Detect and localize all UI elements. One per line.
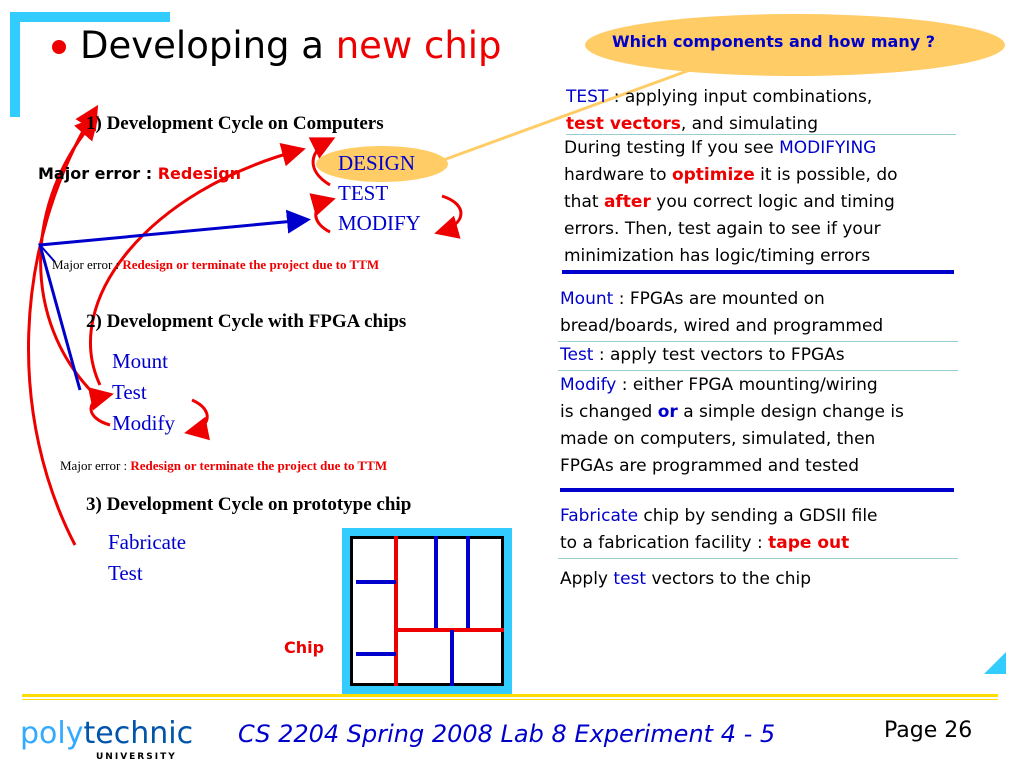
term-or: or	[657, 402, 678, 422]
term-modifying: MODIFYING	[779, 138, 877, 158]
callout-text: Which components and how many ?	[612, 32, 936, 51]
title-highlight: new chip	[335, 24, 502, 67]
page-number: Page 26	[884, 718, 973, 743]
cycle2-major-value: Redesign or terminate the project due to TTM	[130, 458, 388, 473]
cycle2-step-mount: Mount	[112, 349, 169, 373]
cycle1-major-value: Redesign or terminate the project due to TTM	[122, 257, 380, 272]
cycle1-step-test: TEST	[338, 181, 389, 205]
right-modify-line3: made on computers, simulated, then	[560, 429, 876, 449]
title-prefix: Developing a	[80, 24, 336, 67]
l4a: hardware to	[564, 165, 672, 185]
cycle1-major-error	[52, 257, 379, 273]
right-line5	[564, 189, 895, 216]
cycle3-step-fabricate: Fabricate	[108, 530, 187, 554]
right-line3	[564, 135, 876, 162]
chip-label: Chip	[284, 638, 325, 657]
test2-rest: : apply test vectors to FPGAs	[593, 345, 845, 365]
apply-c: vectors to the chip	[646, 569, 812, 589]
right-modify-line1	[560, 372, 878, 399]
footer-course: CS 2204 Spring 2008 Lab 8 Experiment 4 - 5	[238, 720, 776, 748]
term-test: TEST	[566, 87, 609, 107]
right-test-line1	[566, 84, 872, 111]
divider-1	[562, 270, 954, 274]
loop-modify-to-test-fpga	[91, 395, 110, 425]
cycle2-major-error	[60, 458, 387, 474]
fab-l2a: to a fabrication facility :	[560, 533, 769, 553]
logo-university: UNIVERSITY	[96, 752, 177, 762]
major-error-label: Major error :	[38, 164, 158, 183]
term-after: after	[603, 192, 651, 212]
cycle2-step-test: Test	[112, 380, 147, 404]
term-tape-out: tape out	[768, 533, 850, 553]
right-line4	[564, 162, 898, 189]
mount-rest: : FPGAs are mounted on	[613, 289, 825, 309]
l4c: it is possible, do	[754, 165, 898, 185]
cycle3-step-test: Test	[108, 561, 143, 585]
cycle2-major-label: Major error :	[60, 458, 131, 473]
cycle1-step-modify: MODIFY	[338, 211, 421, 235]
corner-triangle	[984, 652, 1006, 674]
divider-2	[560, 488, 954, 492]
term-test2: Test	[560, 345, 594, 365]
modify-rest: : either FPGA mounting/wiring	[616, 375, 878, 395]
term-optimize: optimize	[671, 165, 755, 185]
test-and: , and simulating	[680, 114, 819, 134]
right-mount-line2: bread/boards, wired and programmed	[560, 316, 884, 336]
major-error-redesign	[38, 164, 241, 183]
major-error-value: Redesign	[157, 164, 242, 183]
cycle2-heading: 2) Development Cycle with FPGA chips	[86, 311, 407, 332]
underline-3	[558, 370, 958, 371]
cycle1-heading: 1) Development Cycle on Computers	[86, 113, 384, 134]
l3a: During testing If you see	[564, 138, 780, 158]
right-line7: minimization has logic/timing errors	[564, 246, 871, 266]
footer-rule-thin	[22, 699, 998, 700]
right-line6: errors. Then, test again to see if your	[564, 219, 881, 239]
l5c: you correct logic and timing	[650, 192, 895, 212]
right-modify-line4: FPGAs are programmed and tested	[560, 456, 860, 476]
cycle1-major-label: Major error :	[52, 257, 123, 272]
cycle1-step-design: DESIGN	[338, 151, 415, 175]
underline-4	[558, 558, 958, 559]
modify-l2a: is changed	[560, 402, 658, 422]
logo-poly: poly	[20, 716, 84, 751]
fab-rest: chip by sending a GDSII file	[638, 506, 878, 526]
right-fab-line2	[560, 530, 849, 557]
right-test2-line	[560, 342, 845, 369]
chip-layout-icon	[350, 536, 504, 686]
right-modify-line2	[560, 399, 904, 426]
university-logo	[20, 716, 193, 751]
term-test3: test	[613, 569, 647, 589]
term-modify: Modify	[560, 375, 617, 395]
loop-test-to-modify	[440, 196, 461, 232]
term-test-vectors: test vectors	[566, 114, 681, 134]
cycle3-heading: 3) Development Cycle on prototype chip	[86, 494, 412, 515]
modify-l2b: a simple design change is	[677, 402, 904, 422]
right-apply-line	[560, 566, 811, 593]
apply-a: Apply	[560, 569, 614, 589]
loop-test-to-modify-fpga	[190, 400, 207, 432]
right-fab-line1	[560, 503, 878, 530]
cycle2-step-modify: Modify	[112, 411, 175, 435]
l5a: that	[564, 192, 604, 212]
logo-technic: technic	[83, 716, 194, 751]
test-rest: : applying input combinations,	[608, 87, 873, 107]
term-fabricate: Fabricate	[560, 506, 639, 526]
footer-rule	[22, 694, 998, 697]
blue-arrow-to-modify	[40, 220, 305, 390]
right-mount-line1	[560, 286, 825, 313]
term-mount: Mount	[560, 289, 614, 309]
loop-modify-to-test	[316, 200, 330, 232]
